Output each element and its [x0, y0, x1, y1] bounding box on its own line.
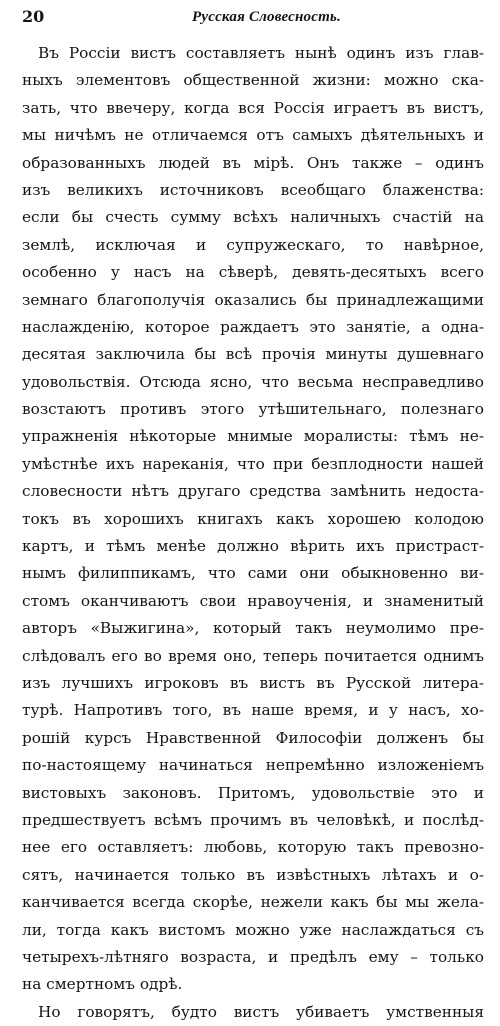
text-line: земнаго благополучія оказались бы принадлежащими: [22, 290, 484, 309]
text-line: ныхъ элементовъ общественной жизни: можно ска-: [22, 71, 484, 90]
text-line: на смертномъ одрѣ.: [22, 975, 183, 994]
page-header: [22, 6, 482, 28]
text-line: особенно у насъ на сѣверѣ, девять-десятыхъ всего: [22, 263, 484, 282]
page-number: 20: [22, 7, 45, 26]
text-line: изъ лучшихъ игроковъ въ вистъ въ Русской литера-: [22, 673, 484, 692]
text-line: умѣстнѣе ихъ нареканія, что при безплодности нашей: [22, 454, 484, 473]
text-line: изъ великихъ источниковъ всеобщаго блаженства:: [22, 180, 484, 199]
running-title: Русская Словесность.: [192, 9, 341, 25]
text-line: авторъ «Выжигина», который такъ неумолимо пре-: [22, 619, 484, 638]
text-line: если бы счесть сумму всѣхъ наличныхъ счастій на: [22, 208, 484, 227]
text-line: удовольствія. Отсюда ясно, что весьма несправедливо: [22, 372, 484, 391]
text-line: канчивается всегда скорѣе, нежели какъ бы мы жела-: [22, 893, 484, 912]
text-line: вистовыхъ законовъ. Притомъ, удовольствіе это и: [22, 783, 484, 802]
text-line: ли, тогда какъ вистомъ можно уже наслаждаться съ: [22, 920, 484, 939]
text-line: по-настоящему начинаться непремѣнно изложеніемъ: [22, 756, 484, 775]
text-line: Въ Россіи вистъ составляетъ нынѣ одинъ изъ глав-: [38, 44, 484, 62]
text-line: сятъ, начинается только въ извѣстныхъ лѣтахъ и о-: [22, 865, 484, 884]
text-line: возстаютъ противъ этого утѣшительнаго, полезнаго: [22, 400, 484, 419]
text-line: картъ, и тѣмъ менѣе должно вѣрить ихъ пристраст-: [22, 537, 484, 556]
text-line: нымъ филиппикамъ, что сами они обыкновенно ви-: [22, 564, 484, 583]
text-line: токъ въ хорошихъ книгахъ какъ хорошею колодою: [22, 509, 484, 528]
text-line: четырехъ-лѣтняго возраста, и предѣлъ ему – только: [22, 947, 484, 966]
text-line: нее его оставляетъ: любовь, которую такъ превозно-: [22, 838, 484, 857]
text-line: упражненія нѣкоторые мнимые моралисты: тѣмъ не-: [22, 427, 484, 446]
text-line: Но говорятъ, будто вистъ убиваетъ умственныя: [38, 1002, 484, 1021]
text-line: землѣ, исключая и супружескаго, то навѣрное,: [22, 235, 484, 254]
text-line: наслажденію, которое раждаетъ это занятіе, а одна-: [22, 317, 484, 336]
text-line: турѣ. Напротивъ того, въ наше время, и у насъ, хо-: [22, 701, 484, 720]
text-line: стомъ оканчиваютъ свои нравоученія, и знаменитый: [22, 591, 484, 610]
text-line: предшествуетъ всѣмъ прочимъ въ человѣкѣ, и послѣд-: [22, 810, 484, 829]
text-line: рошій курсъ Нравственной Философіи долженъ бы: [22, 728, 484, 747]
text-line: слѣдовалъ его во время оно, теперь почитается однимъ: [22, 646, 484, 665]
text-line: зать, что ввечеру, когда вся Россія играетъ въ вистъ,: [22, 98, 484, 117]
text-line: мы ничѣмъ не отличаемся отъ самыхъ дѣятельныхъ и: [22, 126, 484, 145]
text-line: десятая заключила бы всѣ прочія минуты душевнаго: [22, 345, 484, 364]
text-line: словесности нѣтъ другаго средства замѣнить недоста-: [22, 482, 484, 501]
body-text: [22, 40, 484, 1026]
text-line: образованныхъ людей въ мірѣ. Онъ также – одинъ: [22, 153, 484, 172]
